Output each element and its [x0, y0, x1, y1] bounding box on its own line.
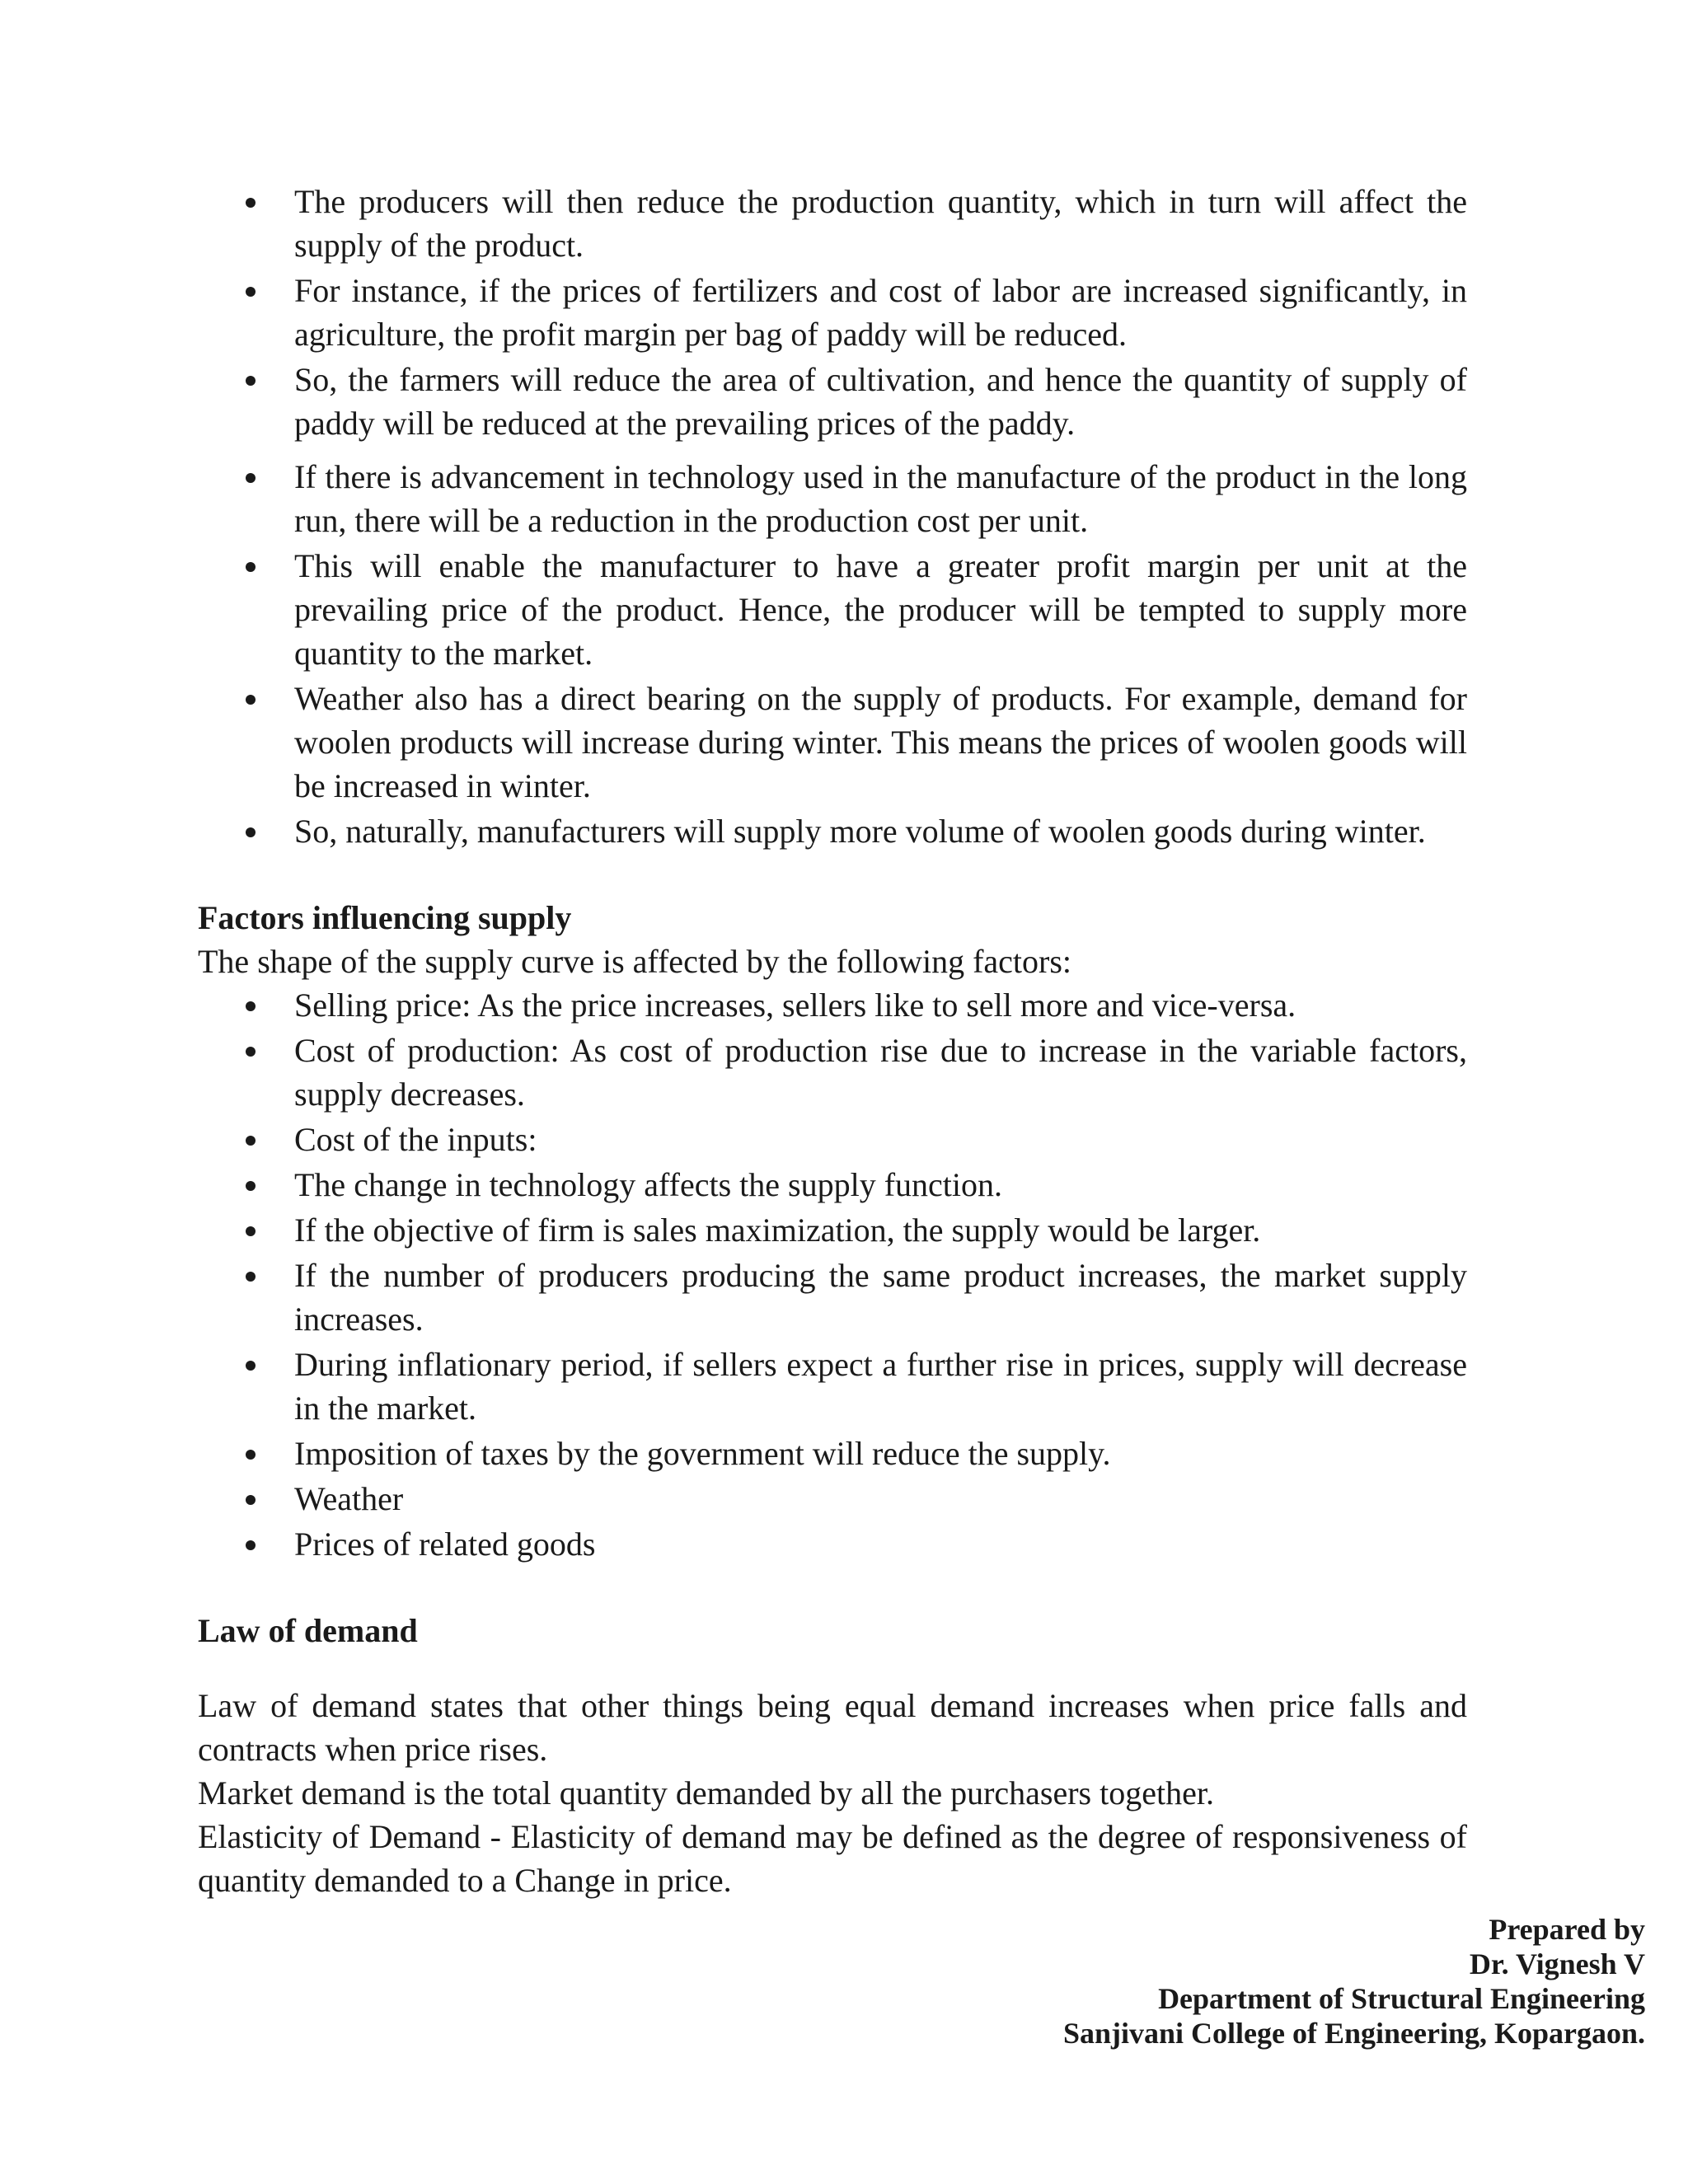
document-content — [198, 180, 1467, 1902]
list-item: The producers will then reduce the production quantity, which in turn will affect the supply of the product. — [198, 180, 1467, 267]
list-item: If the objective of firm is sales maximization, the supply would be larger. — [198, 1208, 1467, 1252]
bullet-icon — [246, 695, 256, 705]
list-item: Weather — [198, 1477, 1467, 1521]
prepared-by-label: Prepared by — [1489, 1913, 1645, 1946]
author-institution: Sanjivani College of Engineering, Kopargaon. — [1062, 2017, 1645, 2050]
section-body — [198, 1684, 1467, 1902]
section-intro: The shape of the supply curve is affected by the following factors: — [198, 943, 1072, 980]
bullet-icon — [246, 1450, 256, 1460]
list-item: Imposition of taxes by the government will reduce the supply. — [198, 1432, 1467, 1475]
bullet-icon — [246, 287, 256, 297]
list-item: Cost of production: As cost of production rise due to increase in the variable factors, supply decreases. — [198, 1029, 1467, 1116]
author-department: Department of Structural Engineering — [1158, 1982, 1645, 2015]
bullet-icon — [246, 1272, 256, 1282]
list-item: If there is advancement in technology used in the manufacture of the product in the long run, there will be a reduction in the production cost per unit. — [198, 455, 1467, 542]
bullet-icon — [246, 1226, 256, 1236]
list-item: Selling price: As the price increases, sellers like to sell more and vice-versa. — [198, 983, 1467, 1027]
paragraph: Elasticity of Demand - Elasticity of demand may be defined as the degree of responsiveness of quantity demanded to a Change in price. — [198, 1818, 1467, 1899]
list-item: So, the farmers will reduce the area of cultivation, and hence the quantity of supply of paddy will be reduced at the prevailing prices of the paddy. — [198, 358, 1467, 445]
bullet-icon — [246, 376, 256, 386]
bullet-icon — [246, 562, 256, 572]
bullet-icon — [246, 1495, 256, 1505]
bullet-icon — [246, 1136, 256, 1146]
section-heading: Law of demand — [198, 1612, 418, 1649]
list-item: For instance, if the prices of fertilizers and cost of labor are increased significantly, in agriculture, the profit margin per bag of paddy will be reduced. — [198, 269, 1467, 356]
author-signature-block — [1063, 1912, 1645, 2050]
list-item: The change in technology affects the supply function. — [198, 1163, 1467, 1207]
factors-list — [198, 983, 1467, 1566]
bullet-icon — [246, 1361, 256, 1371]
law-of-demand-section — [198, 1609, 1467, 1902]
bullet-icon — [246, 198, 256, 208]
list-item: Weather also has a direct bearing on the supply of products. For example, demand for woolen products will increase during winter. This means the prices of woolen goods will be increased in winter. — [198, 677, 1467, 808]
supply-effects-list — [198, 180, 1467, 853]
factors-section — [198, 896, 1467, 1566]
author-name: Dr. Vignesh V — [1469, 1947, 1645, 1980]
bullet-icon — [246, 473, 256, 483]
list-item: So, naturally, manufacturers will supply more volume of woolen goods during winter. — [198, 809, 1467, 853]
list-item: If the number of producers producing the same product increases, the market supply increases. — [198, 1254, 1467, 1341]
bullet-icon — [246, 1001, 256, 1011]
list-item: Cost of the inputs: — [198, 1118, 1467, 1161]
bullet-icon — [246, 1181, 256, 1191]
list-item: Prices of related goods — [198, 1522, 1467, 1566]
paragraph: Law of demand states that other things being equal demand increases when price falls and contracts when price rises. — [198, 1687, 1467, 1768]
bullet-icon — [246, 827, 256, 837]
list-item: During inflationary period, if sellers expect a further rise in prices, supply will decrease in the market. — [198, 1343, 1467, 1430]
bullet-icon — [246, 1540, 256, 1550]
paragraph: Market demand is the total quantity demanded by all the purchasers together. — [198, 1774, 1214, 1811]
list-item: This will enable the manufacturer to have a greater profit margin per unit at the prevailing price of the product. Hence, the producer will be tempted to supply more quantity to the market. — [198, 544, 1467, 675]
bullet-icon — [246, 1047, 256, 1057]
section-heading: Factors influencing supply — [198, 899, 572, 936]
